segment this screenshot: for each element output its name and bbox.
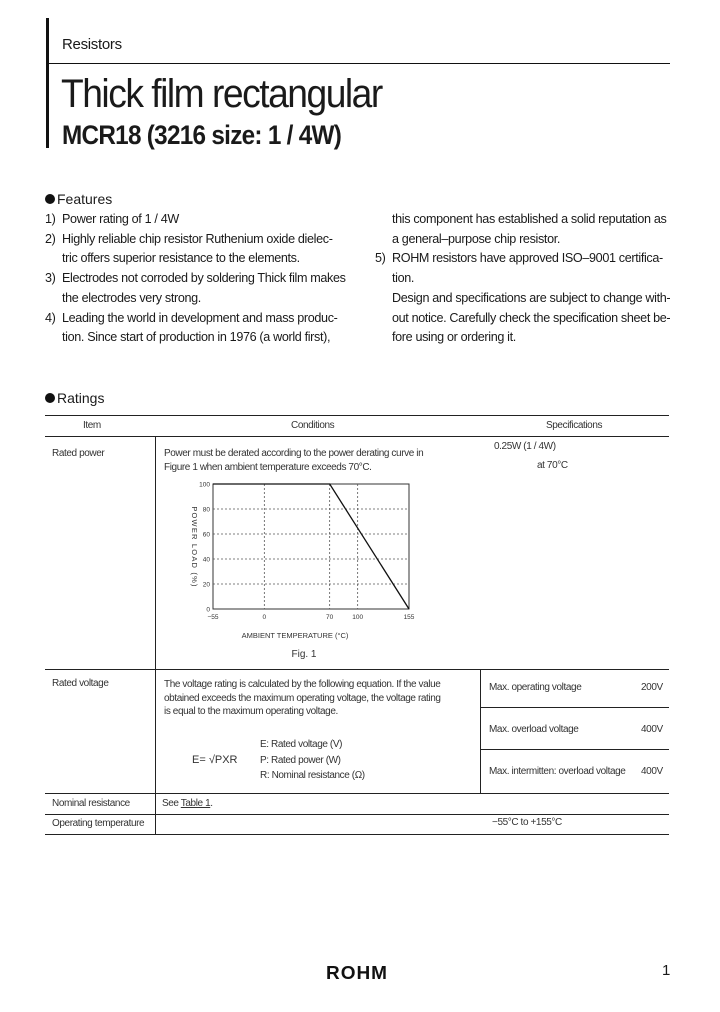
spec-max-operating-voltage-label: Max. operating voltage xyxy=(489,682,582,693)
chart-x-tick-label: −55 xyxy=(207,614,219,621)
chart-y-axis-label: POWER LOAD (%) xyxy=(190,506,199,588)
bullet-icon xyxy=(45,393,55,403)
chart-x-tick-label: 0 xyxy=(262,614,267,621)
chart-y-tick-label: 80 xyxy=(202,506,210,514)
table-row-divider xyxy=(45,814,669,815)
table-column-divider xyxy=(480,670,481,793)
row-item-rated-power: Rated power xyxy=(52,448,105,459)
chart-y-tick-label: 40 xyxy=(202,556,210,564)
rated-power-conditions: Power must be derated according to the power derating curve in Figure 1 when ambient temperature exceeds 70°C. xyxy=(164,448,424,473)
chart-x-tick-label: 70 xyxy=(326,614,334,621)
power-derating-chart xyxy=(178,476,438,661)
spec-row-divider xyxy=(481,749,669,750)
spec-max-overload-voltage-label: Max. overload voltage xyxy=(489,724,579,735)
chart-y-tick-label: 20 xyxy=(202,581,210,589)
table-top-border xyxy=(45,415,669,416)
table-1-link[interactable]: Table 1 xyxy=(180,798,211,809)
rated-power-spec-condition: at 70°C xyxy=(537,460,568,471)
table-bottom-border xyxy=(45,834,669,835)
row-item-operating-temperature: Operating temperature xyxy=(52,818,145,829)
voltage-equation-legend: E: Rated voltage (V) P: Rated power (W) R: Nominal resistance (Ω) xyxy=(260,739,365,781)
voltage-equation: E= √PXR xyxy=(192,754,238,766)
row-item-nominal-resistance: Nominal resistance xyxy=(52,798,130,809)
feature-item: 3) Electrodes not corroded by soldering Thick film makes xyxy=(45,271,346,286)
product-subtitle: MCR18 (3216 size: 1 / 4W) xyxy=(62,120,342,150)
header-rule xyxy=(46,63,670,64)
rohm-logo xyxy=(323,963,391,983)
bullet-icon xyxy=(45,194,55,204)
spec-max-intermittent-overload-value: 400V xyxy=(641,766,663,777)
chart-y-tick-label: 0 xyxy=(206,606,210,614)
chart-series-line xyxy=(213,484,409,609)
feature-item: 5) ROHM resistors have approved ISO–9001 certifica- xyxy=(375,251,663,266)
chart-x-tick-label: 100 xyxy=(352,614,364,621)
table-row-divider xyxy=(45,669,669,670)
rated-voltage-conditions: The voltage rating is calculated by the following equation. If the value obtained exceeds the maximum operating voltage, the voltage rating is equal to the maximum operating voltage. xyxy=(164,679,441,717)
feature-item: 4) Leading the world in development and mass produc- xyxy=(45,310,338,325)
chart-ticks xyxy=(199,482,415,622)
page-title: Thick film rectangular xyxy=(61,72,382,116)
nominal-resistance-condition: See Table 1. xyxy=(162,798,213,809)
chart-x-axis-label: AMBIENT TEMPERATURE (°C) xyxy=(241,631,349,640)
row-item-rated-voltage: Rated voltage xyxy=(52,678,109,689)
chart-grid xyxy=(213,484,409,609)
table-header-border xyxy=(45,436,669,437)
page-number: 1 xyxy=(662,962,671,979)
spec-max-operating-voltage-value: 200V xyxy=(641,682,663,693)
chart-y-tick-label: 100 xyxy=(199,481,210,489)
column-header-item: Item xyxy=(83,420,101,431)
features-heading xyxy=(45,191,112,207)
column-header-specifications: Specifications xyxy=(546,420,603,431)
ratings-heading xyxy=(45,390,104,406)
spec-max-overload-voltage-value: 400V xyxy=(641,724,663,735)
spec-row-divider xyxy=(481,707,669,708)
header-accent-bar xyxy=(46,18,49,148)
operating-temperature-spec: −55°C to +155°C xyxy=(492,817,562,828)
chart-series xyxy=(213,484,409,609)
features-right-column: this component has established a solid reputation as a general–purpose chip resistor. 5) ROHM resistors have approved ISO–9001 certifica- tion. Design and specifications are subject to change with- out notice. Carefully check the specification sheet be- fore using or ordering it. xyxy=(375,210,675,348)
category-label: Resistors xyxy=(62,36,122,53)
ratings-heading-label: Ratings xyxy=(57,390,105,406)
column-header-conditions: Conditions xyxy=(291,420,335,431)
rated-power-spec: 0.25W (1 / 4W) xyxy=(494,441,556,452)
table-row-divider xyxy=(45,793,669,794)
spec-max-intermittent-overload-label: Max. intermitten: overload voltage xyxy=(489,766,626,777)
features-left-column: 1) Power rating of 1 / 4W 2) Highly reliable chip resistor Ruthenium oxide dielec- tric offers superior resistance to the elements. 3) Electrodes not corroded by soldering Thick film makes the electrodes very strong. 4) Leading the world in development and mass produc- tion. Since start of production in 1976 (a world first), xyxy=(45,210,355,348)
feature-item: 2) Highly reliable chip resistor Ruthenium oxide dielec- xyxy=(45,231,333,246)
chart-caption: Fig. 1 xyxy=(291,649,317,660)
chart-plot-frame xyxy=(213,484,409,609)
table-column-divider xyxy=(155,437,156,834)
chart-x-tick-label: 155 xyxy=(403,614,415,621)
feature-item: 1) Power rating of 1 / 4W xyxy=(45,212,179,226)
svg-text:ROHM: ROHM xyxy=(325,963,389,983)
features-heading-label: Features xyxy=(57,191,113,207)
chart-y-tick-label: 60 xyxy=(202,531,210,539)
